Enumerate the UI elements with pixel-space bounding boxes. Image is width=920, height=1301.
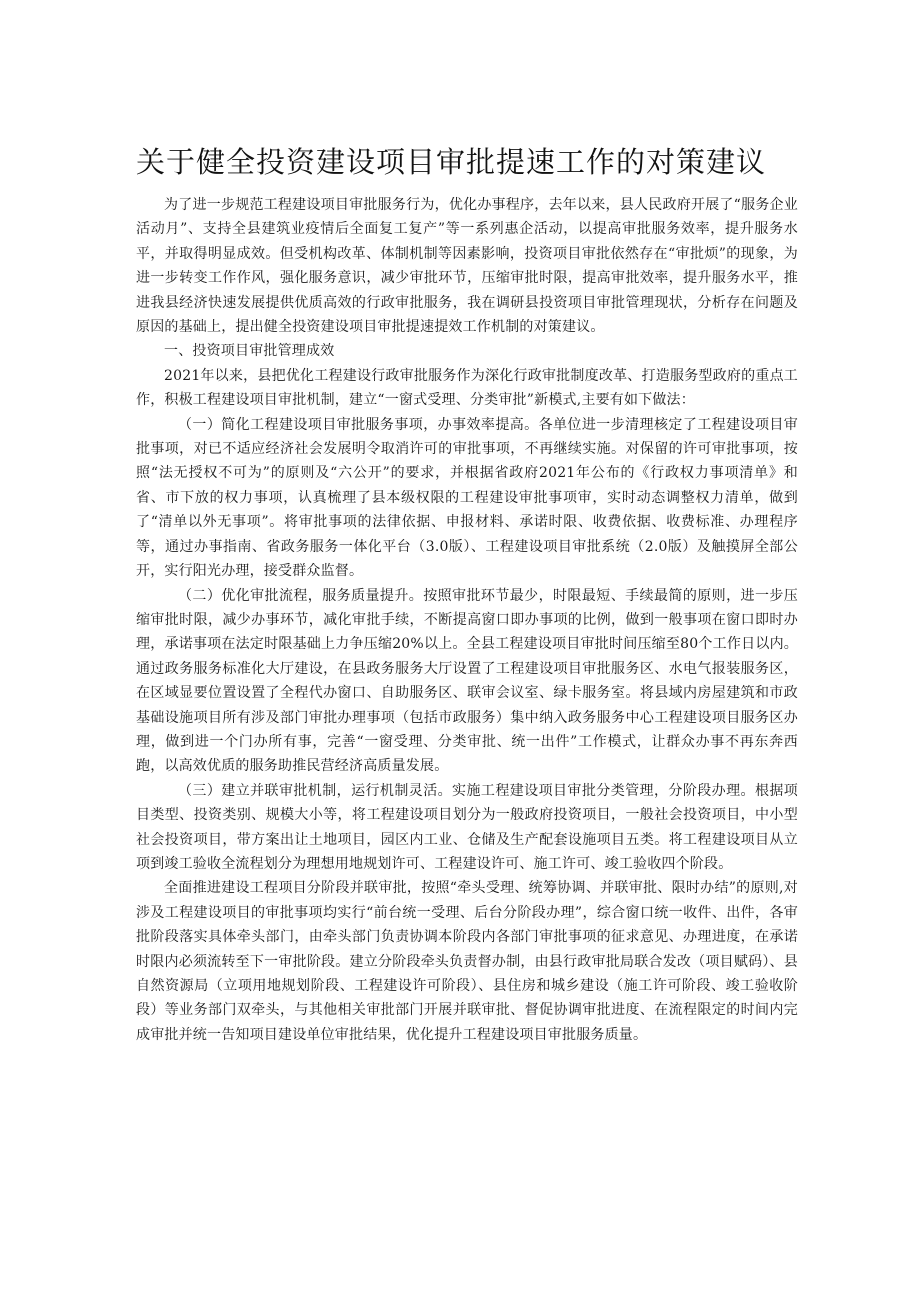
section-heading: 一、投资项目审批管理成效 (164, 343, 335, 360)
measure-paragraph-2: （二）优化审批流程，服务质量提升。按照审批环节最少，时限最短、手续最简的原则，进一步压缩审批时限，减少办事环节，减化审批手续，不断提高窗口即办事项的比例，做到一般事项在窗口即时办理，承诺事项在法定时限基础上力争压缩20%以上。全县工程建设项目审批时间压缩至80个工作日以内。通过政务服务标准化大厅建设，在县政务服务大厅设置了工程建设项目审批服务区、水电气报装服务区，在区域显要位置设置了全程代办窗口、自助服务区、联审会议室、绿卡服务室。将县域内房屋建筑和市政基础设施项目所有涉及部门审批办理事项（包括市政服务）集中纳入政务服务中心工程建设项目服务区办理，做到进一个门办所有事，完善“一窗受理、分类审批、统一出件”工作模式，让群众办事不再东奔西跑，以高效优质的服务助推民营经济高质量发展。 (136, 587, 798, 775)
section-intro-paragraph: 2021年以来，县把优化工程建设行政审批服务作为深化行政审批制度改革、打造服务型政府的重点工作，积极工程建设项目审批机制，建立“一窗式受理、分类审批”新模式,主要有如下做法： (136, 367, 798, 409)
document-title: 关于健全投资建设项目审批提速工作的对策建议 (136, 145, 767, 179)
measure-paragraph-4: 全面推进建设工程项目分阶段并联审批，按照“牵头受理、统筹协调、并联审批、限时办结”的原则,对涉及工程建设项目的审批事项均实行“前台统一受理、后台分阶段办理”，综合窗口统一收件、出件，各审批阶段落实具体牵头部门，由牵头部门负责协调本阶段内各部门审批事项的征求意见、办理进度，在承诺时限内必须流转至下一审批阶段。建立分阶段牵头负责督办制，由县行政审批局联合发改（项目赋码）、县自然资源局（立项用地规划阶段、工程建设许可阶段）、县住房和城乡建设（施工许可阶段、竣工验收阶段）等业务部门双牵头，与其他相关审批部门开展并联审批、督促协调审批进度、在流程限定的时间内完成审批并统一告知项目建设单位审批结果，优化提升工程建设项目审批服务质量。 (136, 880, 798, 1043)
measure-paragraph-1: （一）简化工程建设项目审批服务事项，办事效率提高。各单位进一步清理核定了工程建设项目审批事项，对已不适应经济社会发展明令取消许可的审批事项，不再继续实施。对保留的许可审批事项，按照“法无授权不可为”的原则及“六公开”的要求，并根据省政府2021年公布的《行政权力事项清单》和省、市下放的权力事项，认真梳理了县本级权限的工程建设审批事项审，实时动态调整权力清单，做到了“清单以外无事项”。将审批事项的法律依据、申报材料、承诺时限、收费依据、收费标准、办理程序等，通过办事指南、省政务服务一体化平台（3.0版）、工程建设项目审批系统（2.0版）及触摸屏全部公开，实行阳光办理，接受群众监督。 (136, 416, 798, 580)
intro-paragraph: 为了进一步规范工程建设项目审批服务行为，优化办事程序，去年以来，县人民政府开展了“服务企业活动月”、支持全县建筑业疫情后全面复工复产”等一系列惠企活动，以提高审批服务效率，提升服务水平，并取得明显成效。但受机构改革、体制机制等因素影响，投资项目审批依然存在“审批烦”的现象，为进一步转变工作作风，强化服务意识，减少审批环节，压缩审批时限，提高审批效率，提升服务水平，推进我县经济快速发展提供优质高效的行政审批服务，我在调研县投资项目审批管理现状，分析存在问题及原因的基础上，提出健全投资建设项目审批提速提效工作机制的对策建议。 (136, 197, 798, 336)
document-body (136, 193, 798, 1047)
measure-paragraph-3: （三）建立并联审批机制，运行机制灵活。实施工程建设项目审批分类管理，分阶段办理。根据项目类型、投资类别、规模大小等，将工程建设项目划分为一般政府投资项目，一般社会投资项目，中小型社会投资项目，带方案出让土地项目，园区内工业、仓储及生产配套设施项目五类。将工程建设项目从立项到竣工验收全流程划分为理想用地规划许可、工程建设许可、施工许可、竣工验收四个阶段。 (136, 782, 798, 872)
